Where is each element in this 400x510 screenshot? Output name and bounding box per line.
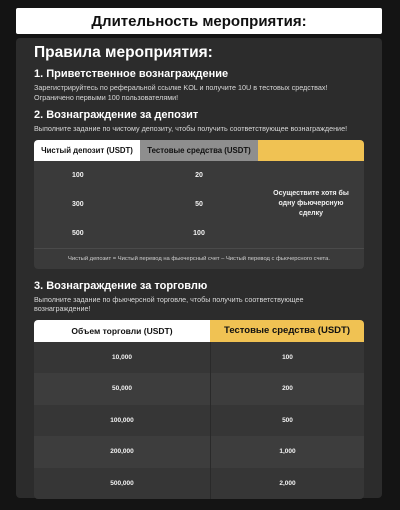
event-duration-title: Длительность мероприятия: xyxy=(91,12,307,30)
table-row xyxy=(34,468,364,500)
table-row xyxy=(34,436,364,468)
deposit-amount-cell: 500 xyxy=(72,229,84,237)
trading-reward-cell: 200 xyxy=(282,385,293,393)
section-welcome-reward xyxy=(34,68,366,102)
deposit-reward-col-header: Тестовые средства (USDT) xyxy=(140,140,258,161)
trading-table-header xyxy=(34,320,364,342)
trading-reward-cell: 1,000 xyxy=(279,448,296,456)
table-row xyxy=(34,342,364,374)
deposit-reward-column xyxy=(140,161,258,248)
trading-volume-col-header: Объем торговли (USDT) xyxy=(34,320,210,342)
section-deposit-reward xyxy=(34,109,366,269)
event-duration-header xyxy=(16,8,382,34)
table-row xyxy=(34,373,364,405)
deposit-reward-cell: 20 xyxy=(195,171,203,179)
section1-line2: Ограничено первыми 100 пользователями! xyxy=(34,92,179,102)
deposit-amount-cell: 300 xyxy=(72,200,84,208)
section1-title: 1. Приветственное вознаграждение xyxy=(34,68,229,80)
trading-table xyxy=(34,320,364,500)
deposit-condition-col-header xyxy=(258,140,364,161)
trading-volume-cell: 50,000 xyxy=(34,373,211,405)
deposit-col-header: Чистый депозит (USDT) xyxy=(34,140,140,161)
deposit-reward-cell: 50 xyxy=(195,200,203,208)
deposit-footnote: Чистый депозит = Чистый перевод на фьючерсный счет – Чистый перевод с фьючерсного счета. xyxy=(34,248,364,269)
trading-reward-cell: 2,000 xyxy=(279,479,296,487)
deposit-table xyxy=(34,140,364,269)
section2-desc: Выполните задание по чистому депозиту, чтобы получить соответствующее вознаграждение! xyxy=(34,124,348,133)
section1-line1: Зарегистрируйтесь по реферальной ссылке KOL и получите 10U в тестовых средствах! xyxy=(34,83,328,92)
trading-volume-cell: 10,000 xyxy=(34,342,211,374)
deposit-reward-cell: 100 xyxy=(193,229,205,237)
section3-desc-line1: Выполните задание по фьючерсной торговле, чтобы получить соответствующее xyxy=(34,294,304,304)
deposit-condition-note: Осуществите хотя бы одну фьючерсную сделку xyxy=(273,190,349,217)
deposit-amount-cell: 100 xyxy=(72,171,84,179)
rules-title: Правила мероприятия: xyxy=(34,44,213,61)
trading-volume-cell: 200,000 xyxy=(34,436,211,468)
trading-volume-cell: 100,000 xyxy=(34,405,211,437)
table-row xyxy=(34,405,364,437)
trading-reward-cell: 500 xyxy=(282,416,293,424)
deposit-amount-column xyxy=(34,161,140,248)
section3-desc-line2: вознаграждение! xyxy=(34,304,91,313)
trading-reward-col-header: Тестовые средства (USDT) xyxy=(210,320,364,342)
rules-card xyxy=(16,38,382,498)
trading-reward-cell: 100 xyxy=(282,353,293,361)
deposit-table-body xyxy=(34,161,364,248)
section-trading-reward xyxy=(34,280,366,500)
deposit-table-header xyxy=(34,140,364,161)
trading-volume-cell: 500,000 xyxy=(34,468,211,500)
section2-title: 2. Вознаграждение за депозит xyxy=(34,109,199,121)
section3-title: 3. Вознаграждение за торговлю xyxy=(34,279,208,292)
